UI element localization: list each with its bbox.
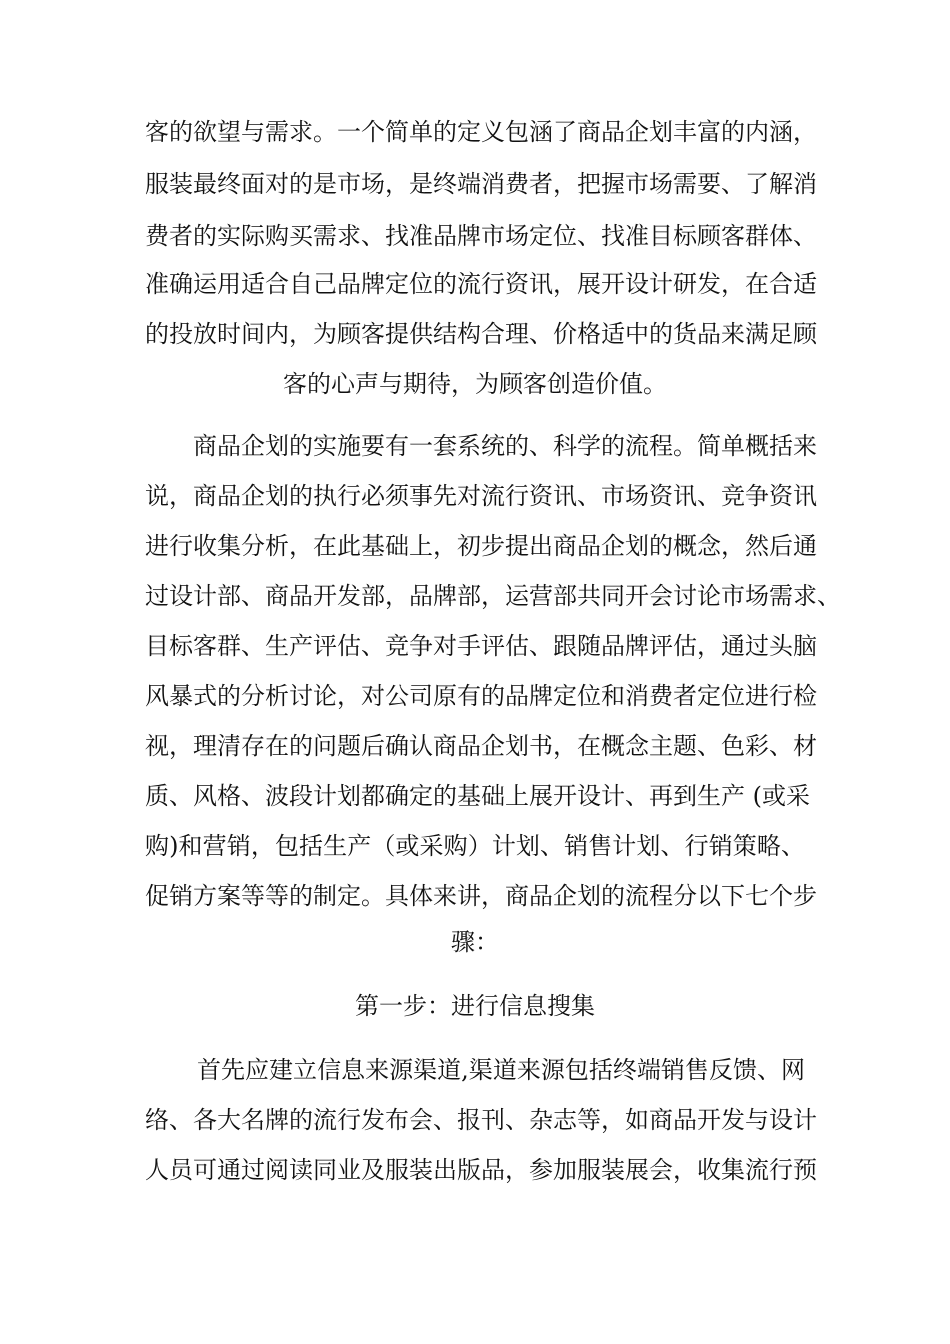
paragraph-2-line: 说，商品企划的执行必须事先对流行资讯、市场资讯、竞争资讯 bbox=[145, 482, 817, 510]
paragraph-2-line: 购)和营销，包括生产（或采购）计划、销售计划、行销策略、 bbox=[145, 832, 805, 860]
paragraph-1-line: 客的欲望与需求。一个简单的定义包涵了商品企划丰富的内涵， bbox=[145, 118, 817, 146]
paragraph-2-first-line: 商品企划的实施要有一套系统的、科学的流程。简单概括来 bbox=[193, 432, 817, 460]
paragraph-2-line: 进行收集分析，在此基础上，初步提出商品企划的概念，然后通 bbox=[145, 532, 817, 560]
paragraph-1-line: 准确运用适合自己品牌定位的流行资讯，展开设计研发，在合适 bbox=[145, 270, 817, 298]
paragraph-1-line: 费者的实际购买需求、找准品牌市场定位、找准目标顾客群体、 bbox=[145, 222, 817, 250]
paragraph-2-line: 质、风格、波段计划都确定的基础上展开设计、再到生产 (或采 bbox=[145, 782, 810, 810]
paragraph-2-line: 过设计部、商品开发部，品牌部，运营部共同开会讨论市场需求、 bbox=[145, 582, 841, 610]
paragraph-3-line: 络、各大名牌的流行发布会、报刊、杂志等，如商品开发与设计 bbox=[145, 1106, 817, 1134]
paragraph-1-line: 的投放时间内，为顾客提供结构合理、价格适中的货品来满足顾 bbox=[145, 320, 817, 348]
paragraph-2-line: 目标客群、生产评估、竞争对手评估、跟随品牌评估，通过头脑 bbox=[145, 632, 817, 660]
paragraph-2-line: 视，理清存在的问题后确认商品企划书，在概念主题、色彩、材 bbox=[145, 732, 817, 760]
paragraph-2-last-line: 骤： bbox=[451, 928, 499, 956]
paragraph-2-line: 风暴式的分析讨论，对公司原有的品牌定位和消费者定位进行检 bbox=[145, 682, 817, 710]
paragraph-3-line: 人员可通过阅读同业及服装出版品，参加服装展会，收集流行预 bbox=[145, 1156, 817, 1184]
paragraph-1-line: 服装最终面对的是市场，是终端消费者，把握市场需要、了解消 bbox=[145, 170, 817, 198]
paragraph-2-line: 促销方案等等的制定。具体来讲，商品企划的流程分以下七个步 bbox=[145, 882, 817, 910]
paragraph-3-first-line: 首先应建立信息来源渠道,渠道来源包括终端销售反馈、网 bbox=[197, 1056, 805, 1084]
section-heading: 第一步：进行信息搜集 bbox=[355, 992, 595, 1020]
paragraph-1-last-line: 客的心声与期待，为顾客创造价值。 bbox=[283, 370, 667, 398]
